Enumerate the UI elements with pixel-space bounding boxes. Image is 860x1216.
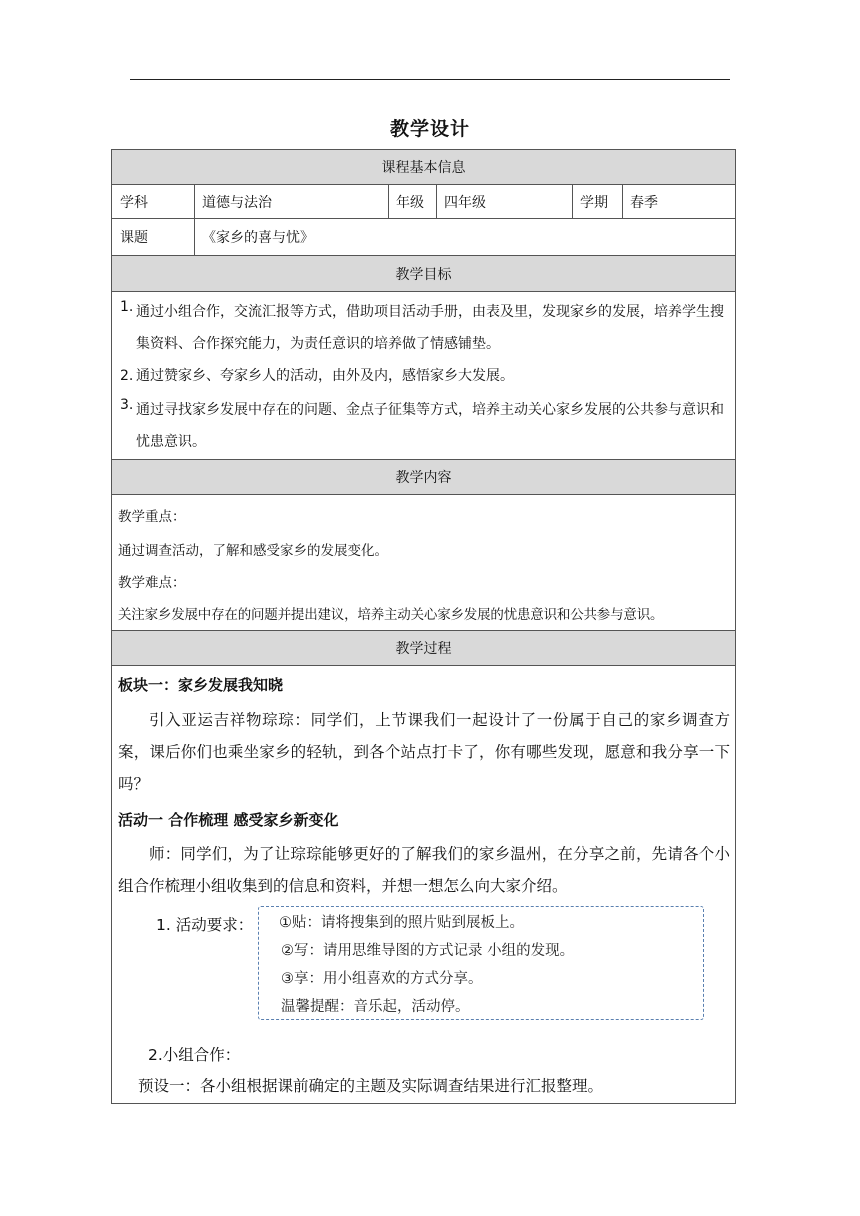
term-value: 春季 [630, 194, 658, 211]
activity1-title: 活动一 合作梳理 感受家乡新变化 [118, 811, 339, 829]
group-work-label: 2.小组合作： [148, 1046, 241, 1064]
objective-text: 通过赞家乡、夸家乡人的活动，由外及内，感悟家乡大发展。 [136, 368, 514, 384]
requirement-item: ②写：请用思维导图的方式记录 小组的发现。 [281, 943, 575, 959]
key-point-label: 教学重点： [118, 509, 186, 525]
subject-label: 学科 [120, 194, 148, 211]
requirements-box [258, 906, 704, 1020]
content-header: 教学内容 [112, 460, 735, 495]
basic-info-header: 课程基本信息 [112, 150, 735, 185]
grade-label: 年级 [396, 194, 424, 211]
objective-text: 通过寻找家乡发展中存在的问题、金点子征集等方式，培养主动关心家乡发展的公共参与意识和忧患意识。 [136, 402, 724, 450]
topic-value: 《家乡的喜与忧》 [202, 230, 314, 246]
key-point-text: 通过调查活动，了解和感受家乡的发展变化。 [118, 543, 388, 559]
requirement-item: ③享：用小组喜欢的方式分享。 [281, 971, 483, 987]
process-header: 教学过程 [112, 631, 735, 666]
objective-number: 3. [120, 397, 134, 413]
teacher-paragraph: 师：同学们，为了让琮琮能够更好的了解我们的家乡温州，在分享之前，先请各个小组合作梳理小组收集到的信息和资料，并想一想怎么向大家介绍。 [118, 845, 730, 895]
objective-number: 1. [120, 299, 134, 315]
lesson-plan-table [111, 149, 736, 1104]
difficult-point-label: 教学难点： [118, 575, 186, 591]
subject-row [112, 185, 735, 219]
header-rule [130, 79, 730, 80]
topic-label: 课题 [120, 230, 148, 246]
difficult-point-text: 关注家乡发展中存在的问题并提出建议，培养主动关心家乡发展的忧患意识和公共参与意识。 [118, 607, 664, 623]
term-label: 学期 [580, 194, 608, 211]
document-title: 教学设计 [389, 118, 470, 140]
reminder-note: 温馨提醒：音乐起，活动停。 [281, 999, 470, 1015]
objective-number: 2. [120, 368, 134, 384]
content-section [112, 495, 735, 631]
intro-paragraph: 引入亚运吉祥物琮琮：同学们，上节课我们一起设计了一份属于自己的家乡调查方案，课后你们也乘坐家乡的轻轨，到各个站点打卡了，你有哪些发现，愿意和我分享一下吗？ [118, 711, 730, 793]
topic-row [112, 219, 735, 256]
subject-value: 道德与法治 [202, 194, 272, 211]
preset-one: 预设一：各小组根据课前确定的主题及实际调查结果进行汇报整理。 [138, 1077, 604, 1095]
block1-title: 板块一：家乡发展我知晓 [118, 676, 284, 694]
objective-item [112, 296, 735, 360]
objective-text: 通过小组合作，交流汇报等方式，借助项目活动手册，由表及里，发现家乡的发展，培养学生搜集资料、合作探究能力，为责任意识的培养做了情感铺垫。 [136, 304, 724, 352]
grade-value: 四年级 [444, 194, 486, 211]
objectives-header: 教学目标 [112, 256, 735, 292]
requirement-item: ①贴：请将搜集到的照片贴到展板上。 [279, 915, 524, 931]
objectives-section [112, 292, 735, 460]
requirements-label: 1. 活动要求： [156, 916, 254, 934]
